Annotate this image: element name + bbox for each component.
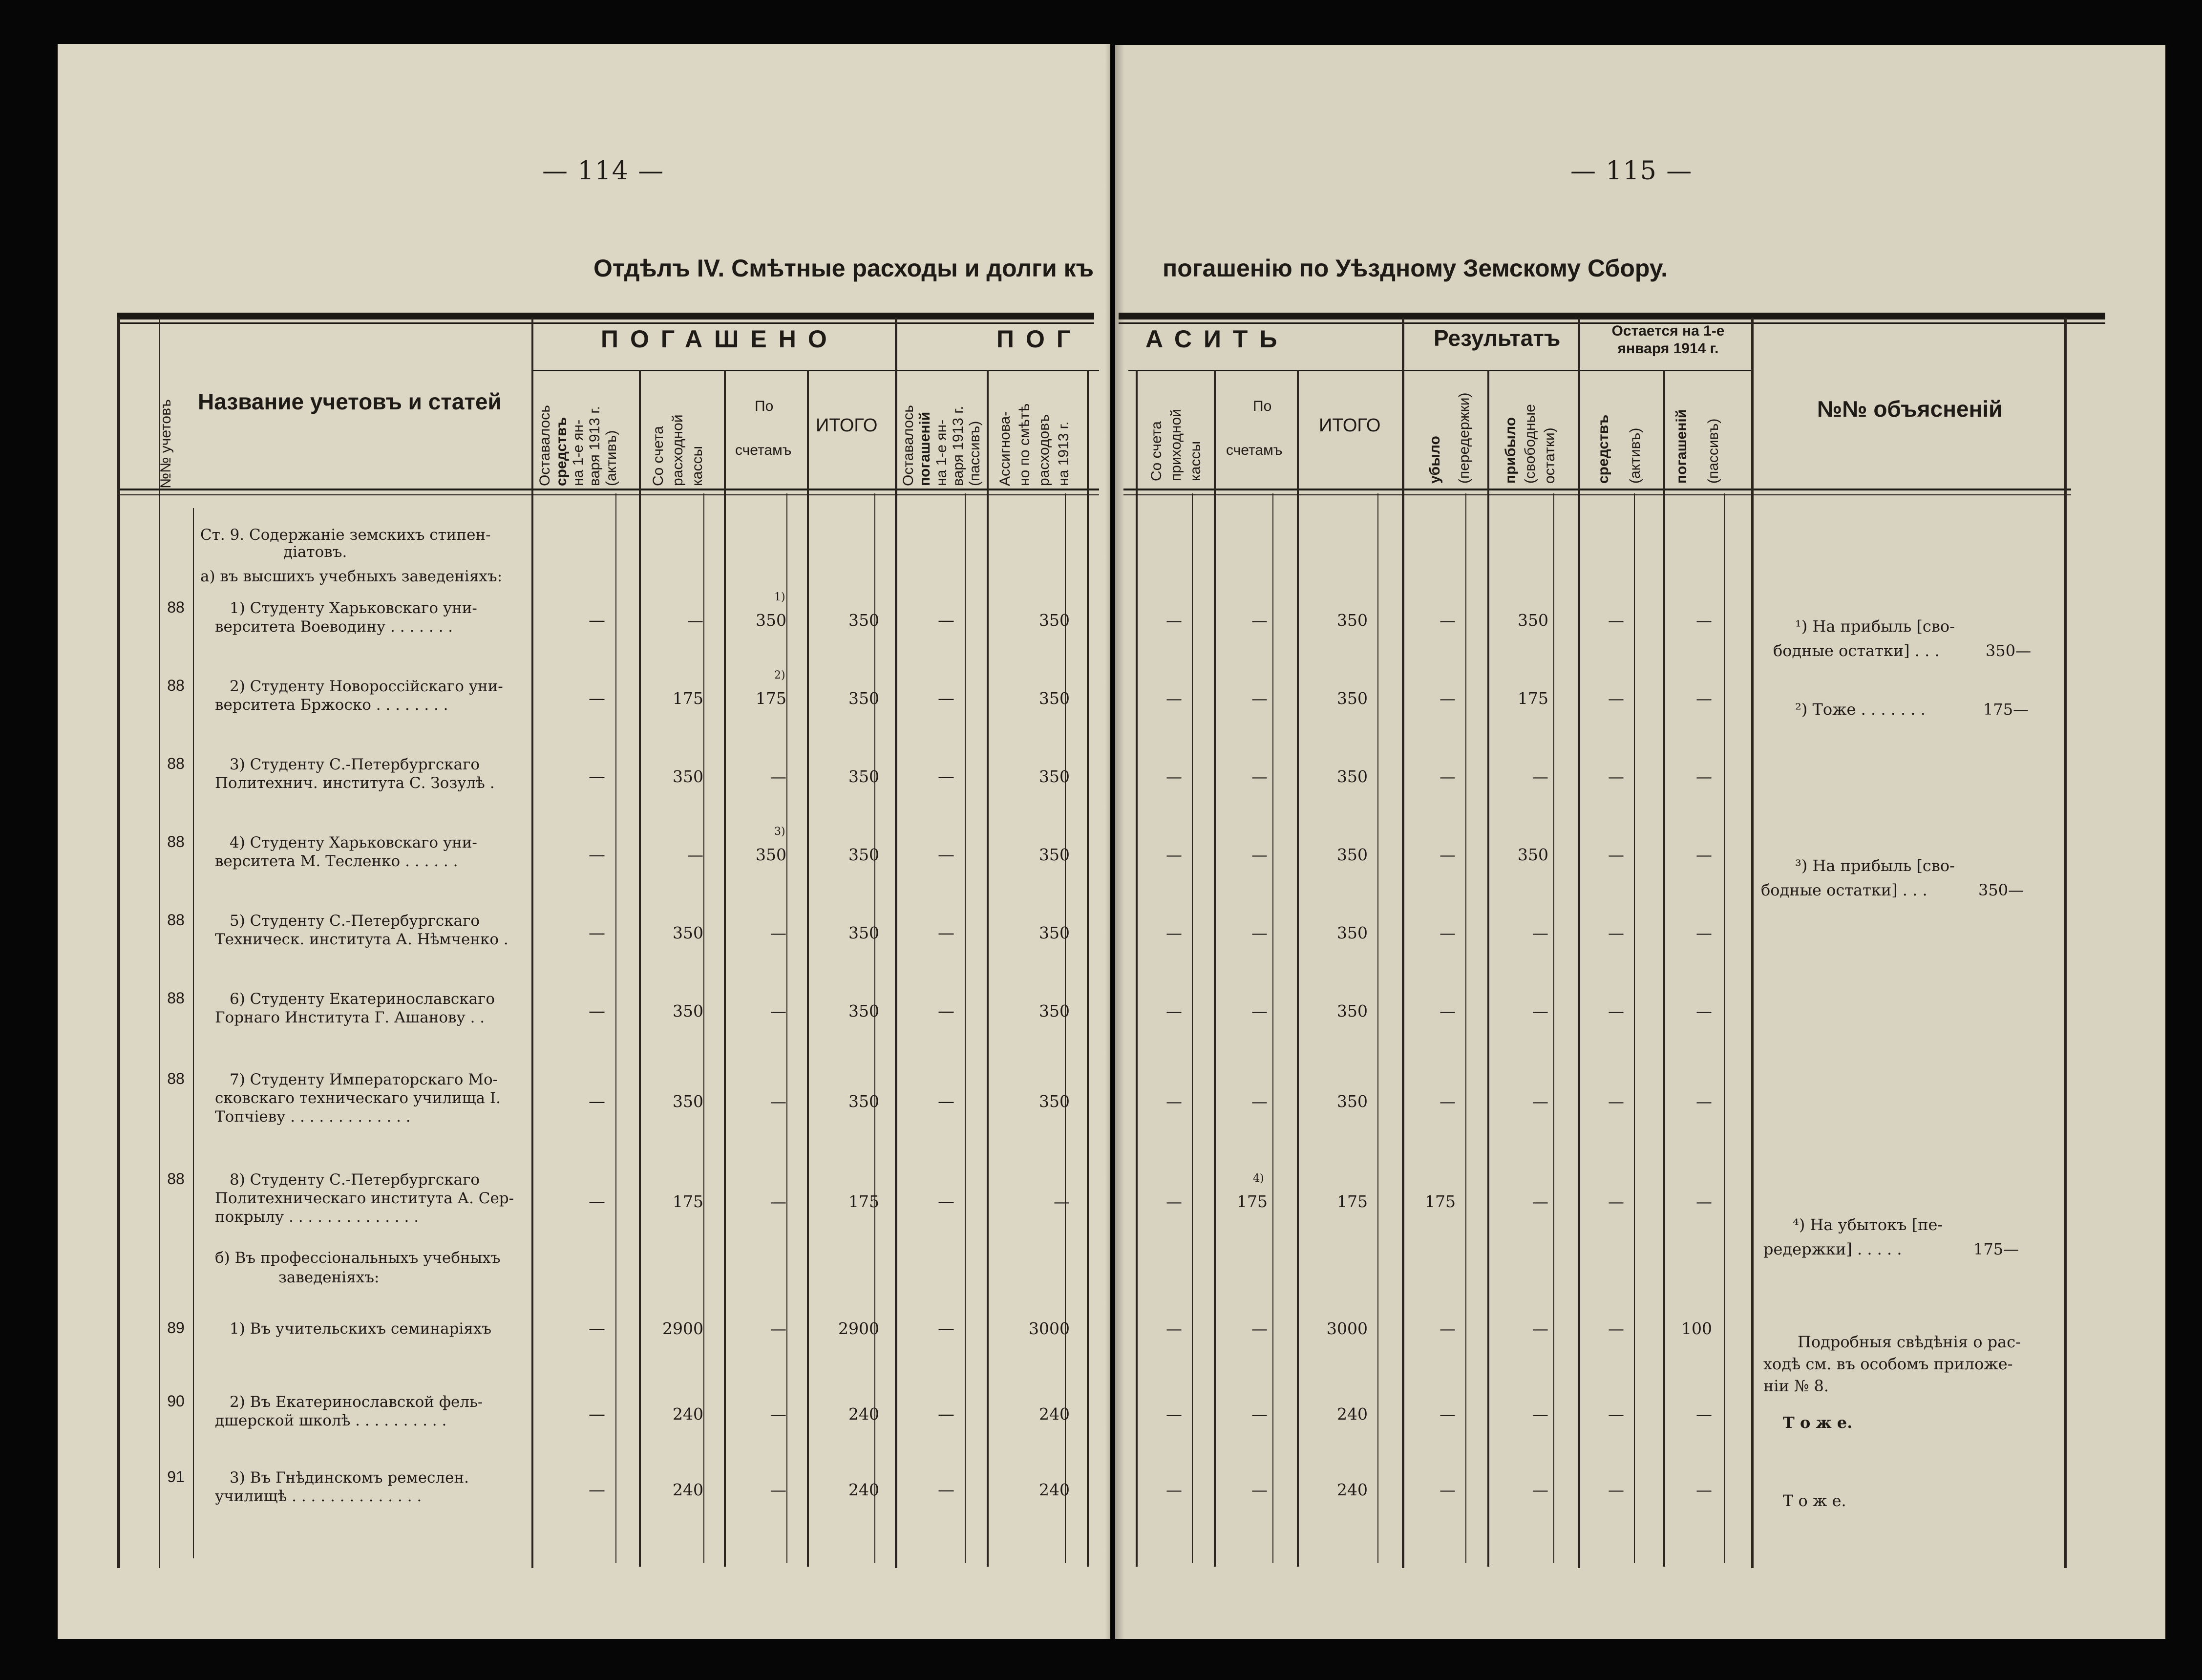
header-income-kassa-3: кассы bbox=[1187, 441, 1204, 481]
remained-1913-cell: — bbox=[589, 923, 605, 943]
income-kassa-cell: — bbox=[1166, 1092, 1182, 1111]
itogo-cell: 350 bbox=[848, 767, 879, 786]
po-schetam-2-cell: — bbox=[1251, 1480, 1268, 1499]
debts-1913-cell: — bbox=[938, 1404, 954, 1424]
col-line bbox=[1634, 493, 1635, 1563]
assigned-cell: 240 bbox=[1039, 1480, 1070, 1499]
remained-1913-cell: — bbox=[589, 689, 605, 708]
header-debts-1913-3: на 1-е ян- bbox=[933, 419, 950, 486]
header-debts-1913-2: погашеній bbox=[917, 411, 933, 486]
income-kassa-cell: — bbox=[1166, 611, 1182, 630]
po-schetam-2-cell: — bbox=[1251, 611, 1268, 630]
profit-cell: — bbox=[1532, 1001, 1548, 1021]
account-number: 88 bbox=[167, 755, 185, 772]
account-number: 88 bbox=[167, 598, 185, 616]
header-assets-2: (активъ) bbox=[1627, 427, 1643, 484]
loss-cell: — bbox=[1440, 611, 1456, 630]
debts-1913-cell: — bbox=[938, 1001, 954, 1021]
expense-kassa-cell: 2900 bbox=[662, 1319, 703, 1338]
col-line bbox=[1297, 370, 1299, 1567]
profit-cell: — bbox=[1532, 1404, 1548, 1424]
po-schetam-2-cell: — bbox=[1251, 767, 1268, 786]
account-number: 90 bbox=[167, 1392, 185, 1410]
expense-kassa-cell: — bbox=[687, 611, 703, 630]
header-result: Результатъ bbox=[1434, 325, 1561, 351]
title-right: погашенію по Уѣздному Земскому Сбору. bbox=[1163, 255, 1668, 282]
account-number: 88 bbox=[167, 1170, 185, 1188]
col-line bbox=[724, 370, 726, 1567]
row-line2: Техническ. института А. Нѣмченко . bbox=[215, 931, 508, 948]
itogo-2-cell: 350 bbox=[1337, 1001, 1368, 1021]
header-loss-1: убыло bbox=[1427, 436, 1443, 484]
header-po-1: По bbox=[755, 398, 774, 414]
itogo-2-cell: 350 bbox=[1337, 845, 1368, 864]
po-schetam-cell: — bbox=[770, 1480, 786, 1499]
footnote-mark: 2) bbox=[774, 669, 785, 681]
row-line2: верситета М. Тесленко . . . . . . bbox=[215, 852, 458, 870]
header-profit-1: прибыло bbox=[1503, 417, 1519, 484]
loss-cell: — bbox=[1440, 689, 1456, 708]
header-expense-kassa-2: расходной bbox=[670, 414, 686, 486]
note-3-amount: 350— bbox=[1978, 881, 2024, 899]
header-schetam-2: счетамъ bbox=[1226, 442, 1283, 458]
row-line1: 5) Студенту С.-Петербургскаго bbox=[230, 912, 480, 930]
assets-cell: — bbox=[1608, 923, 1624, 942]
account-number: 88 bbox=[167, 833, 185, 851]
col-line bbox=[1751, 318, 1754, 1568]
row-line1: 1) Студенту Харьковскаго уни- bbox=[230, 599, 477, 617]
debts-1913-cell: — bbox=[938, 767, 954, 787]
expense-kassa-cell: 240 bbox=[673, 1480, 703, 1499]
po-schetam-cell: 175 bbox=[756, 689, 786, 708]
col-line bbox=[1192, 493, 1193, 1563]
assigned-cell: — bbox=[1054, 1192, 1070, 1211]
header-remained-1913-1: Оставалось bbox=[537, 405, 553, 486]
header-accounts-no: №№ учетовъ bbox=[158, 399, 174, 489]
assigned-cell: 350 bbox=[1039, 845, 1070, 864]
rule-top-left bbox=[117, 313, 1094, 319]
col-line bbox=[874, 493, 875, 1563]
itogo-2-cell: 350 bbox=[1337, 923, 1368, 942]
rule-top-left-thin bbox=[117, 322, 1094, 324]
header-expense-kassa-1: Со счета bbox=[650, 426, 666, 486]
assigned-cell: 350 bbox=[1039, 767, 1070, 786]
income-kassa-cell: — bbox=[1166, 1319, 1182, 1338]
assets-cell: — bbox=[1608, 1404, 1624, 1424]
profit-cell: — bbox=[1532, 1092, 1548, 1111]
row-line1: 6) Студенту Екатеринославскаго bbox=[230, 990, 495, 1008]
col-line bbox=[531, 318, 533, 1568]
col-line bbox=[1087, 370, 1089, 1567]
po-schetam-2-cell: — bbox=[1251, 1319, 1268, 1338]
po-schetam-2-cell: — bbox=[1251, 1092, 1268, 1111]
itogo-cell: 2900 bbox=[838, 1319, 879, 1338]
assets-cell: — bbox=[1608, 767, 1624, 786]
header-assigned-2: но по смѣтѣ bbox=[1016, 404, 1033, 486]
profit-cell: — bbox=[1532, 1192, 1548, 1211]
header-liab-2: (пассивъ) bbox=[1705, 418, 1721, 484]
income-kassa-cell: — bbox=[1166, 689, 1182, 708]
col-line bbox=[639, 370, 641, 1567]
col-line bbox=[2064, 318, 2067, 1568]
assets-cell: — bbox=[1608, 1192, 1624, 1211]
po-schetam-cell: — bbox=[770, 1192, 786, 1211]
header-po-2: По bbox=[1253, 398, 1272, 414]
footnote-mark-2: 4) bbox=[1253, 1172, 1264, 1185]
profit-cell: — bbox=[1532, 923, 1548, 942]
account-number: 89 bbox=[167, 1319, 185, 1337]
note-3-line2: бодные остатки] . . . bbox=[1761, 881, 1927, 899]
header-assets-1: средствъ bbox=[1595, 414, 1611, 484]
col-line bbox=[703, 493, 704, 1563]
expense-kassa-cell: 240 bbox=[673, 1404, 703, 1424]
profit-cell: — bbox=[1532, 1480, 1548, 1499]
row-line2: Политехнич. института С. Зозулѣ . bbox=[215, 774, 495, 792]
itogo-cell: 350 bbox=[848, 923, 879, 942]
row-line3: покрылу . . . . . . . . . . . . . . bbox=[215, 1208, 419, 1226]
remained-1913-cell: — bbox=[589, 1404, 605, 1424]
col-line bbox=[1553, 493, 1554, 1563]
left-page bbox=[58, 44, 1110, 1639]
assets-cell: — bbox=[1608, 1001, 1624, 1021]
po-schetam-2-cell: — bbox=[1251, 689, 1268, 708]
po-schetam-2-cell: — bbox=[1251, 923, 1268, 942]
assigned-cell: 350 bbox=[1039, 689, 1070, 708]
assets-cell: — bbox=[1608, 689, 1624, 708]
remained-1913-cell: — bbox=[589, 845, 605, 865]
sub-a: а) въ высшихъ учебныхъ заведеніяхъ: bbox=[200, 568, 503, 585]
itogo-2-cell: 240 bbox=[1337, 1404, 1368, 1424]
page-number-right: — 115 — bbox=[1570, 156, 1693, 186]
rule-header-bottom-right bbox=[1123, 489, 2071, 490]
rule-header-bottom-left2 bbox=[117, 494, 1099, 495]
row-line1: 2) Въ Екатеринославской фель- bbox=[230, 1393, 483, 1411]
row-line2: дшерской школѣ . . . . . . . . . . bbox=[215, 1412, 447, 1429]
col-line bbox=[193, 508, 194, 1558]
assets-cell: — bbox=[1608, 611, 1624, 630]
expense-kassa-cell: 350 bbox=[673, 1092, 703, 1111]
col-line bbox=[117, 318, 120, 1568]
col-line bbox=[1487, 370, 1489, 1567]
liabilities-cell: — bbox=[1696, 1192, 1712, 1211]
liabilities-cell: — bbox=[1696, 689, 1712, 708]
itogo-cell: 350 bbox=[848, 1001, 879, 1021]
note-2-amount: 175— bbox=[1983, 700, 2029, 719]
rule-header-bottom-right2 bbox=[1123, 494, 2071, 495]
itogo-cell: 350 bbox=[848, 1092, 879, 1111]
remained-1913-cell: — bbox=[589, 767, 605, 787]
rule-header-mid-right bbox=[1128, 370, 1754, 371]
header-loss-2: (передержки) bbox=[1456, 392, 1472, 484]
article-line1: Ст. 9. Содержаніе земскихъ стипен- bbox=[200, 526, 491, 544]
loss-cell: — bbox=[1440, 1480, 1456, 1499]
po-schetam-cell: — bbox=[770, 1404, 786, 1424]
article-line2: діатовъ. bbox=[283, 543, 347, 561]
header-schetam-1: счетамъ bbox=[735, 442, 792, 458]
header-pogasit-right: АСИТЬ bbox=[1145, 325, 1289, 353]
remained-1913-cell: — bbox=[589, 1480, 605, 1500]
title-left: Отдѣлъ IV. Смѣтные расходы и долги къ bbox=[593, 255, 1094, 282]
col-line bbox=[1214, 370, 1216, 1567]
header-profit-3: остатки) bbox=[1542, 427, 1558, 484]
header-expense-kassa-3: кассы bbox=[689, 446, 705, 486]
account-number: 88 bbox=[167, 677, 185, 694]
header-name: Название учетовъ и статей bbox=[198, 389, 502, 414]
note-1-amount: 350— bbox=[1986, 641, 2032, 660]
remained-1913-cell: — bbox=[589, 1092, 605, 1111]
assigned-cell: 350 bbox=[1039, 923, 1070, 942]
same-2: Т о ж е. bbox=[1783, 1491, 1846, 1510]
liabilities-cell: — bbox=[1696, 1404, 1712, 1424]
row-line3: Топчіеву . . . . . . . . . . . . . bbox=[215, 1108, 411, 1126]
expense-kassa-cell: 350 bbox=[673, 767, 703, 786]
loss-cell: — bbox=[1440, 1319, 1456, 1338]
account-number: 91 bbox=[167, 1468, 185, 1486]
po-schetam-cell: — bbox=[770, 1092, 786, 1111]
footnote-mark: 1) bbox=[774, 591, 785, 603]
income-kassa-cell: — bbox=[1166, 1404, 1182, 1424]
po-schetam-2-cell: 175 bbox=[1237, 1192, 1268, 1211]
itogo-2-cell: 240 bbox=[1337, 1480, 1368, 1499]
header-assigned-3: расходовъ bbox=[1036, 414, 1052, 486]
profit-cell: — bbox=[1532, 1319, 1548, 1338]
row-line1: 3) Студенту С.-Петербургскаго bbox=[230, 756, 480, 773]
page-number-left: — 114 — bbox=[542, 156, 665, 186]
row-line2: верситета Воеводину . . . . . . . bbox=[215, 618, 453, 636]
header-assigned-4: на 1913 г. bbox=[1056, 421, 1072, 486]
header-liab-1: погашеній bbox=[1673, 409, 1690, 484]
expense-kassa-cell: — bbox=[687, 845, 703, 864]
account-number: 88 bbox=[167, 911, 185, 929]
header-income-kassa-1: Со счета bbox=[1148, 421, 1165, 481]
assets-cell: — bbox=[1608, 1319, 1624, 1338]
loss-cell: — bbox=[1440, 923, 1456, 942]
profit-cell: 175 bbox=[1518, 689, 1548, 708]
debts-1913-cell: — bbox=[938, 1092, 954, 1111]
loss-cell: — bbox=[1440, 1001, 1456, 1021]
income-kassa-cell: — bbox=[1166, 845, 1182, 864]
row-line1: 2) Студенту Новороссійскаго уни- bbox=[230, 678, 503, 695]
account-number: 88 bbox=[167, 1070, 185, 1087]
remained-1913-cell: — bbox=[589, 1001, 605, 1021]
debts-1913-cell: — bbox=[938, 611, 954, 630]
itogo-2-cell: 350 bbox=[1337, 767, 1368, 786]
header-debts-1913-5: (пассивъ) bbox=[967, 421, 983, 486]
row-line2: училищѣ . . . . . . . . . . . . . . bbox=[215, 1488, 422, 1505]
col-line bbox=[1377, 493, 1378, 1563]
po-schetam-2-cell: — bbox=[1251, 1404, 1268, 1424]
itogo-cell: 350 bbox=[848, 689, 879, 708]
liabilities-cell: — bbox=[1696, 767, 1712, 786]
po-schetam-2-cell: — bbox=[1251, 1001, 1268, 1021]
col-line bbox=[1272, 493, 1273, 1563]
header-remained-1913-5: (активъ) bbox=[603, 430, 619, 486]
header-pogasit-left: ПОГ bbox=[996, 325, 1082, 353]
sub-b-line2: заведеніяхъ: bbox=[278, 1269, 380, 1286]
note-4-amount: 175— bbox=[1973, 1240, 2019, 1258]
itogo-cell: 350 bbox=[848, 611, 879, 630]
same-1: Т о ж е. bbox=[1783, 1413, 1853, 1432]
liabilities-cell: — bbox=[1696, 923, 1712, 942]
col-line bbox=[1724, 493, 1725, 1563]
po-schetam-cell: — bbox=[770, 767, 786, 786]
income-kassa-cell: — bbox=[1166, 923, 1182, 942]
itogo-2-cell: 350 bbox=[1337, 689, 1368, 708]
col-line bbox=[1465, 493, 1466, 1563]
liabilities-cell: 100 bbox=[1681, 1319, 1712, 1338]
col-line bbox=[159, 318, 160, 1568]
header-remains-1914: Остается на 1-е января 1914 г. bbox=[1611, 323, 1725, 357]
itogo-2-cell: 3000 bbox=[1327, 1319, 1368, 1338]
header-remained-1913-4: варя 1913 г. bbox=[587, 406, 603, 486]
itogo-cell: 350 bbox=[848, 845, 879, 864]
sub-b-line1: б) Въ профессіональныхъ учебныхъ bbox=[215, 1249, 501, 1267]
header-pogasheno: ПОГАШЕНО bbox=[601, 325, 839, 353]
po-schetam-cell: — bbox=[770, 923, 786, 942]
header-assigned-1: Ассигнова- bbox=[997, 411, 1013, 486]
itogo-cell: 240 bbox=[848, 1404, 879, 1424]
itogo-2-cell: 350 bbox=[1337, 1092, 1368, 1111]
account-number: 88 bbox=[167, 989, 185, 1007]
row-line2: сковскаго техническаго училища І. bbox=[215, 1089, 501, 1107]
liabilities-cell: — bbox=[1696, 611, 1712, 630]
note-1-line2: бодные остатки] . . . bbox=[1773, 641, 1940, 660]
footnote-mark: 3) bbox=[774, 826, 785, 838]
itogo-2-cell: 175 bbox=[1337, 1192, 1368, 1211]
debts-1913-cell: — bbox=[938, 1480, 954, 1500]
row-line1: 3) Въ Гнѣдинскомъ ремеслен. bbox=[230, 1469, 469, 1487]
row-line1: 7) Студенту Императорскаго Мо- bbox=[230, 1071, 498, 1088]
col-line bbox=[1065, 493, 1066, 1563]
assets-cell: — bbox=[1608, 1480, 1624, 1499]
income-kassa-cell: — bbox=[1166, 767, 1182, 786]
rule-header-mid-left bbox=[532, 370, 1099, 371]
header-remained-1913-2: средствъ bbox=[553, 417, 570, 486]
note-3-line1: ³) На прибыль [сво- bbox=[1795, 856, 1955, 875]
debts-1913-cell: — bbox=[938, 923, 954, 943]
col-line bbox=[895, 318, 897, 1568]
note-1-line1: ¹) На прибыль [сво- bbox=[1795, 617, 1955, 636]
liabilities-cell: — bbox=[1696, 1001, 1712, 1021]
row-line1: 4) Студенту Харьковскаго уни- bbox=[230, 834, 477, 851]
loss-cell: — bbox=[1440, 845, 1456, 864]
col-line bbox=[1578, 318, 1580, 1568]
itogo-cell: 240 bbox=[848, 1480, 879, 1499]
header-itogo-2: ИТОГО bbox=[1319, 415, 1381, 436]
detail-line2: ходѣ см. въ особомъ приложе- bbox=[1763, 1355, 2013, 1373]
po-schetam-2-cell: — bbox=[1251, 845, 1268, 864]
expense-kassa-cell: 175 bbox=[673, 689, 703, 708]
liabilities-cell: — bbox=[1696, 1092, 1712, 1111]
po-schetam-cell: — bbox=[770, 1319, 786, 1338]
note-2-line1: ²) Тоже . . . . . . . bbox=[1795, 700, 1926, 719]
loss-cell: — bbox=[1440, 767, 1456, 786]
col-line bbox=[965, 493, 966, 1563]
assigned-cell: 3000 bbox=[1029, 1319, 1070, 1338]
row-line1: 8) Студенту С.-Петербургскаго bbox=[230, 1171, 480, 1189]
row-line1: 1) Въ учительскихъ семинаріяхъ bbox=[230, 1320, 492, 1338]
assigned-cell: 350 bbox=[1039, 611, 1070, 630]
expense-kassa-cell: 175 bbox=[673, 1192, 703, 1211]
assigned-cell: 240 bbox=[1039, 1404, 1070, 1424]
note-4-line2: редержки] . . . . . bbox=[1763, 1240, 1902, 1258]
profit-cell: — bbox=[1532, 767, 1548, 786]
expense-kassa-cell: 350 bbox=[673, 1001, 703, 1021]
rule-header-bottom-left bbox=[117, 489, 1099, 490]
profit-cell: 350 bbox=[1518, 611, 1548, 630]
debts-1913-cell: — bbox=[938, 1192, 954, 1212]
detail-line1: Подробныя свѣдѣнія о рас- bbox=[1798, 1333, 2021, 1351]
col-line bbox=[615, 493, 616, 1563]
col-line bbox=[1136, 370, 1138, 1567]
po-schetam-cell: — bbox=[770, 1001, 786, 1021]
income-kassa-cell: — bbox=[1166, 1192, 1182, 1211]
header-explanations: №№ объясненій bbox=[1817, 396, 2003, 422]
header-income-kassa-2: приходной bbox=[1168, 409, 1184, 481]
assets-cell: — bbox=[1608, 845, 1624, 864]
col-line bbox=[987, 370, 989, 1567]
debts-1913-cell: — bbox=[938, 845, 954, 865]
debts-1913-cell: — bbox=[938, 1319, 954, 1339]
debts-1913-cell: — bbox=[938, 689, 954, 708]
liabilities-cell: — bbox=[1696, 1480, 1712, 1499]
remained-1913-cell: — bbox=[589, 1192, 605, 1212]
loss-cell: 175 bbox=[1425, 1192, 1456, 1211]
assets-cell: — bbox=[1608, 1092, 1624, 1111]
header-remained-1913-3: на 1-е ян- bbox=[570, 419, 586, 486]
book-fold bbox=[1105, 44, 1124, 1639]
expense-kassa-cell: 350 bbox=[673, 923, 703, 942]
header-debts-1913-1: Оставалось bbox=[900, 405, 916, 486]
header-debts-1913-4: варя 1913 г. bbox=[950, 406, 966, 486]
header-profit-2: (свободные bbox=[1522, 404, 1538, 484]
remained-1913-cell: — bbox=[589, 1319, 605, 1339]
row-line2: Политехническаго института А. Сер- bbox=[215, 1190, 514, 1207]
row-line2: верситета Бржоско . . . . . . . . bbox=[215, 696, 448, 714]
itogo-cell: 175 bbox=[848, 1192, 879, 1211]
header-itogo-1: ИТОГО bbox=[816, 415, 878, 436]
loss-cell: — bbox=[1440, 1404, 1456, 1424]
income-kassa-cell: — bbox=[1166, 1001, 1182, 1021]
itogo-2-cell: 350 bbox=[1337, 611, 1368, 630]
col-line bbox=[1663, 370, 1665, 1567]
note-4-line1: ⁴) На убытокъ [пе- bbox=[1793, 1215, 1943, 1234]
assigned-cell: 350 bbox=[1039, 1092, 1070, 1111]
col-line bbox=[786, 493, 787, 1563]
rule-top-right bbox=[1119, 313, 2105, 319]
col-line bbox=[807, 370, 809, 1567]
loss-cell: — bbox=[1440, 1092, 1456, 1111]
po-schetam-cell: 350 bbox=[756, 845, 786, 864]
detail-line3: ніи № 8. bbox=[1763, 1377, 1829, 1395]
liabilities-cell: — bbox=[1696, 845, 1712, 864]
col-line bbox=[1402, 318, 1404, 1568]
profit-cell: 350 bbox=[1518, 845, 1548, 864]
remained-1913-cell: — bbox=[589, 611, 605, 630]
row-line2: Горнаго Института Г. Ашанову . . bbox=[215, 1009, 485, 1026]
assigned-cell: 350 bbox=[1039, 1001, 1070, 1021]
income-kassa-cell: — bbox=[1166, 1480, 1182, 1499]
po-schetam-cell: 350 bbox=[756, 611, 786, 630]
